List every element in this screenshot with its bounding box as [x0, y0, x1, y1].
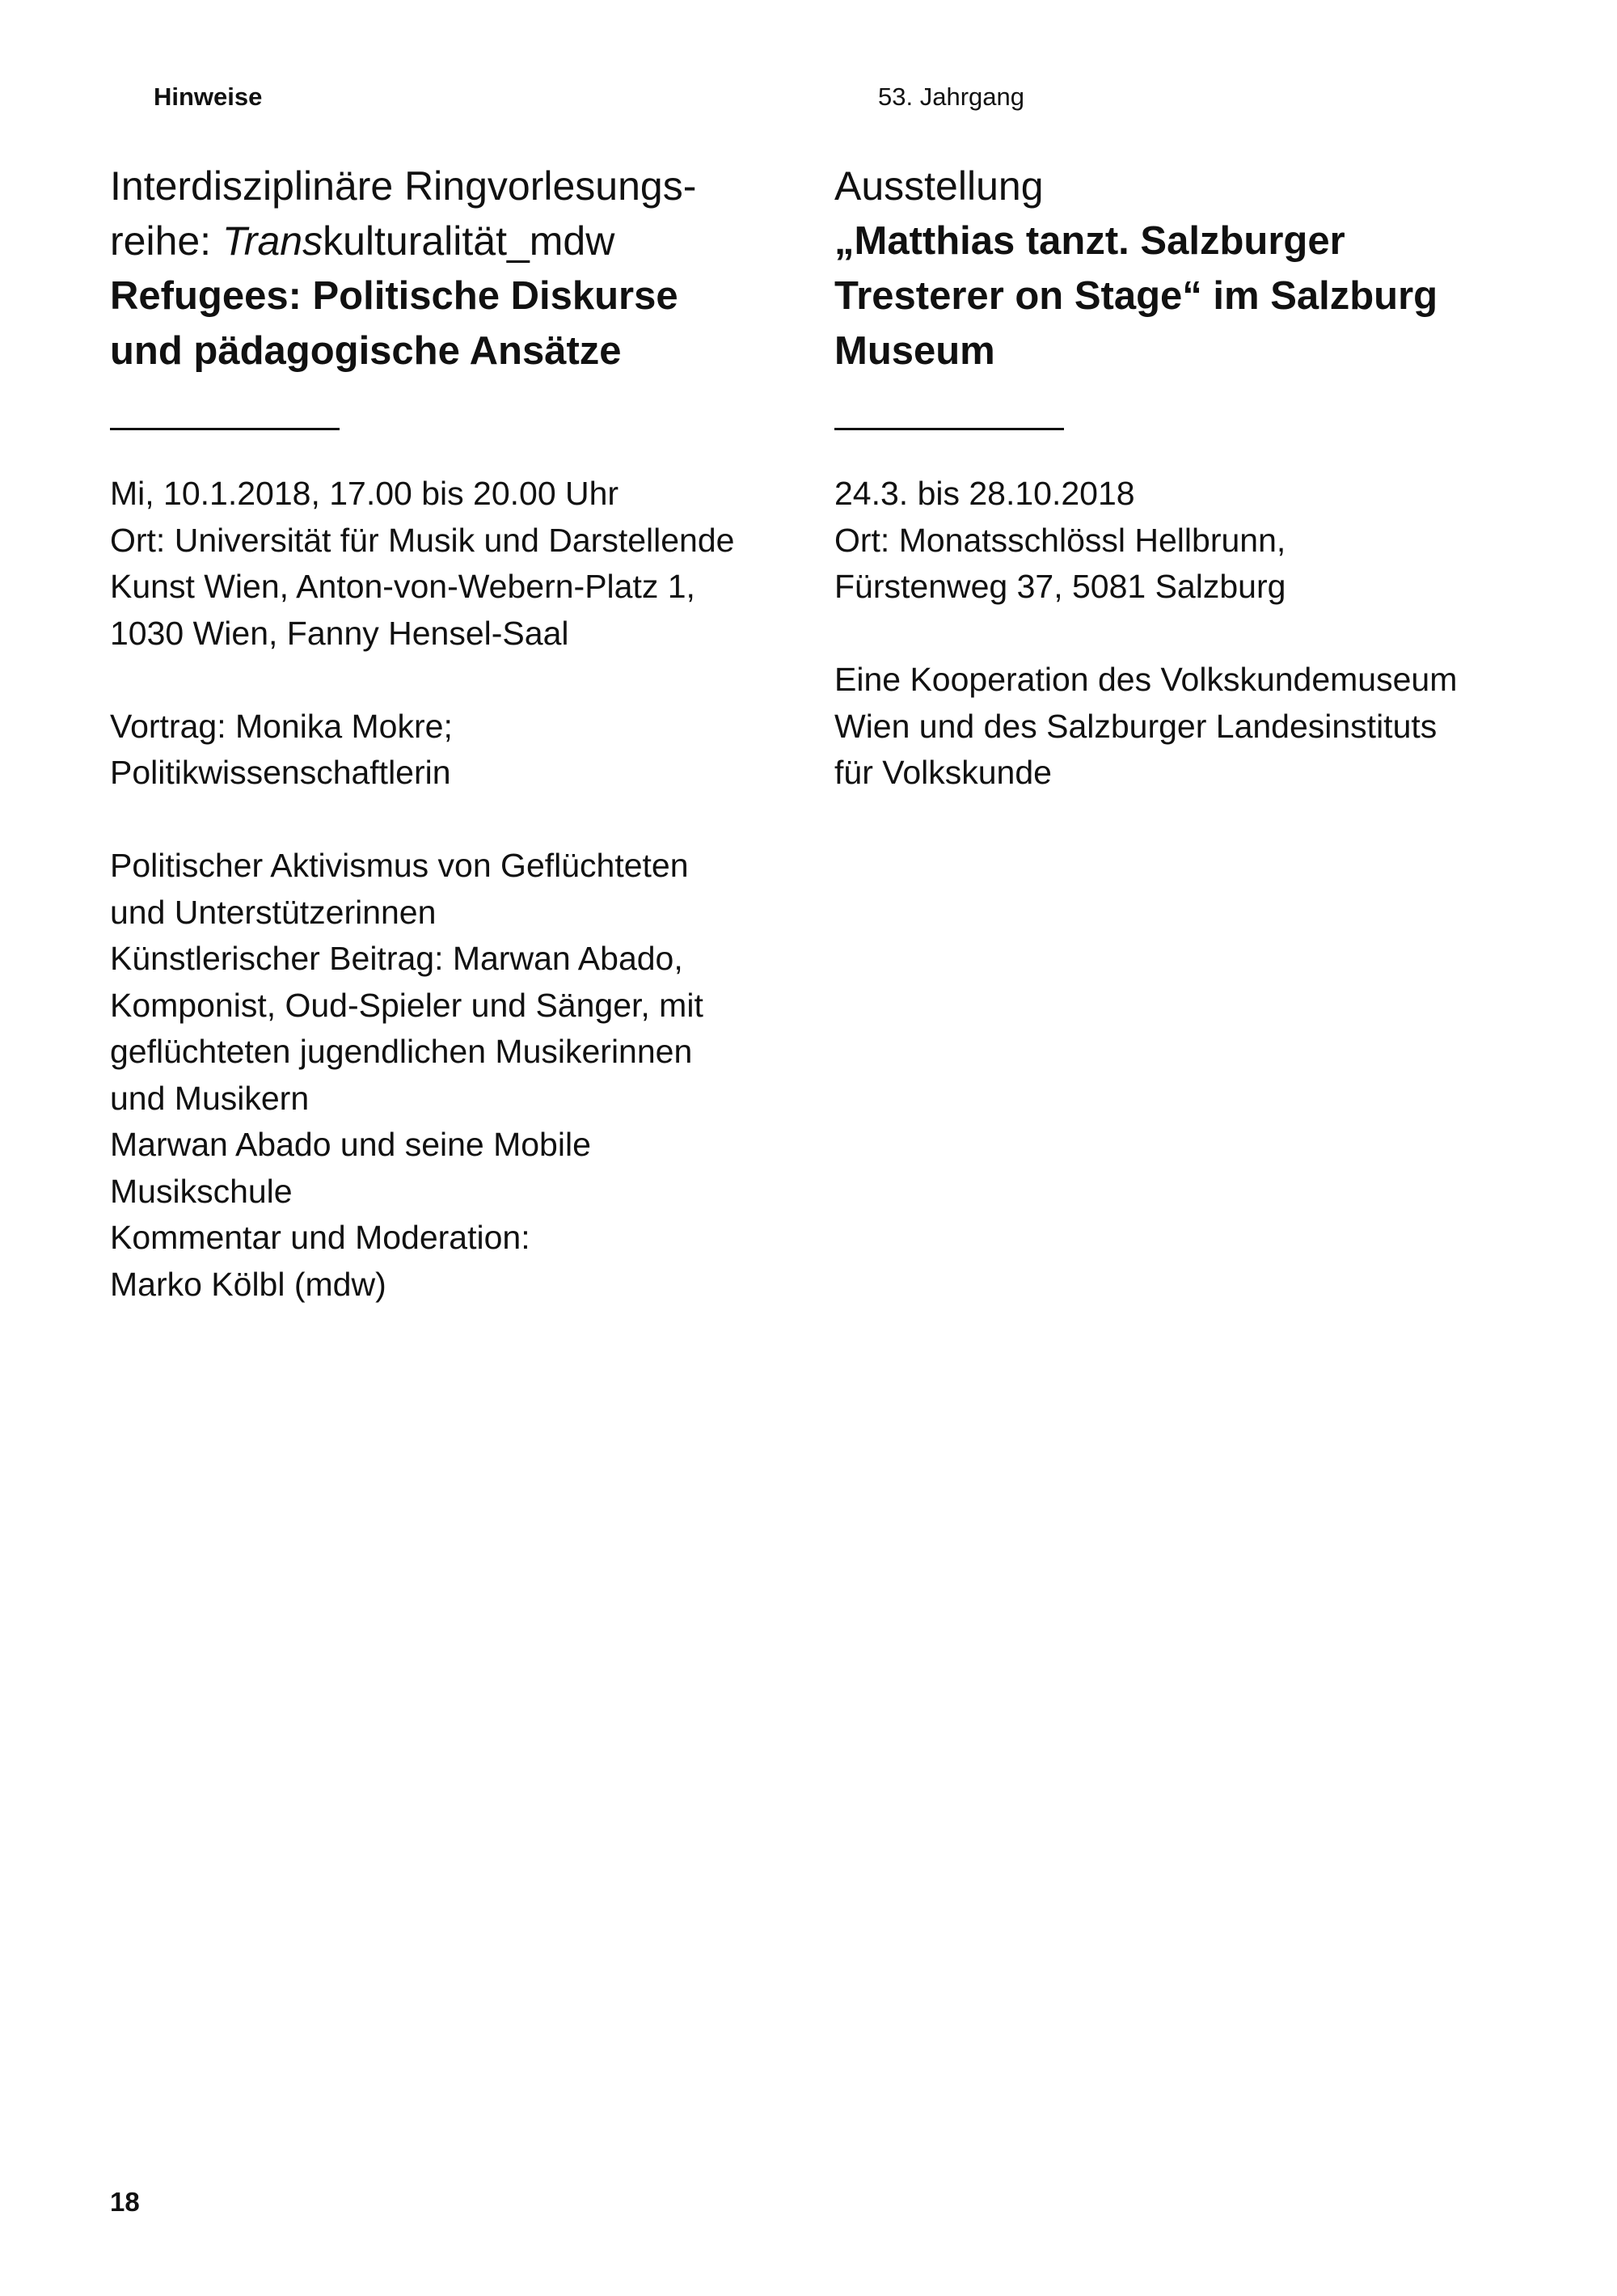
left-program-line-4: Komponist, Oud-Spieler und Sänger, mit: [110, 986, 703, 1024]
right-divider: [834, 428, 1064, 430]
left-headline: [110, 269, 789, 378]
left-divider: [110, 428, 340, 430]
paragraph-gap: [110, 797, 789, 844]
running-header-volume: 53. Jahrgang: [878, 82, 1024, 111]
left-program-line-3: Künstlerischer Beitrag: Marwan Abado,: [110, 940, 683, 977]
left-headline-line-2: und pädagogische Ansätze: [110, 329, 622, 373]
right-cooperation-line-2: Wien und des Salzburger Landesinstituts: [834, 707, 1438, 745]
left-program-line-10: Marko Kölbl (mdw): [110, 1265, 386, 1303]
right-kicker: Ausstellung: [834, 163, 1044, 209]
left-headline-line-1: Refugees: Politische Diskurse: [110, 274, 678, 318]
right-location-line-2: Fürstenweg 37, 5081 Salzburg: [834, 568, 1286, 605]
left-kicker-line-2: reihe:: [110, 218, 222, 264]
left-program-line-8: Musikschule: [110, 1172, 293, 1210]
running-header-section: Hinweise: [154, 82, 263, 111]
right-headline-line-3: Museum: [834, 329, 995, 373]
left-kicker: [110, 159, 789, 269]
left-date: Mi, 10.1.2018, 17.00 bis 20.00 Uhr: [110, 475, 619, 512]
left-talk-line-1: Vortrag: Monika Mokre;: [110, 707, 453, 745]
left-kicker-italic: Trans: [222, 218, 323, 264]
right-location-line-1: Ort: Monatsschlössl Hellbrunn,: [834, 521, 1286, 559]
left-program-line-2: und Unterstützerinnen: [110, 893, 437, 931]
right-headline-line-2: Tresterer on Stage“ im Salzburg: [834, 274, 1438, 318]
left-location-line-1: Ort: Universität für Musik und Darstellende: [110, 521, 735, 559]
left-kicker-rest: kulturalität_mdw: [323, 218, 615, 264]
right-cooperation-line-3: für Volkskunde: [834, 754, 1052, 791]
right-headline: [834, 214, 1505, 378]
page-number: 18: [110, 2187, 140, 2217]
right-date: 24.3. bis 28.10.2018: [834, 475, 1135, 512]
left-program-line-5: geflüchteten jugendlichen Musikerinnen: [110, 1033, 693, 1070]
left-talk-line-2: Politikwissenschaftlerin: [110, 754, 451, 791]
right-headline-line-1: „Matthias tanzt. Salzburger: [834, 219, 1345, 263]
left-program-line-1: Politischer Aktivismus von Geflüchteten: [110, 847, 689, 884]
left-kicker-line-1: Interdisziplinäre Ringvorlesungs-: [110, 163, 697, 209]
left-program-line-9: Kommentar und Moderation:: [110, 1219, 530, 1256]
right-cooperation-line-1: Eine Kooperation des Volkskundemuseum: [834, 661, 1458, 698]
left-location-line-2: Kunst Wien, Anton-von-Webern-Platz 1,: [110, 568, 695, 605]
left-program-line-6: und Musikern: [110, 1079, 310, 1117]
left-program-line-7: Marwan Abado und seine Mobile: [110, 1126, 591, 1163]
paragraph-gap: [834, 611, 1505, 658]
right-column-article: [834, 159, 1505, 797]
left-column-article: [110, 159, 789, 1308]
paragraph-gap: [110, 657, 789, 704]
left-location-line-3: 1030 Wien, Fanny Hensel-Saal: [110, 614, 569, 652]
